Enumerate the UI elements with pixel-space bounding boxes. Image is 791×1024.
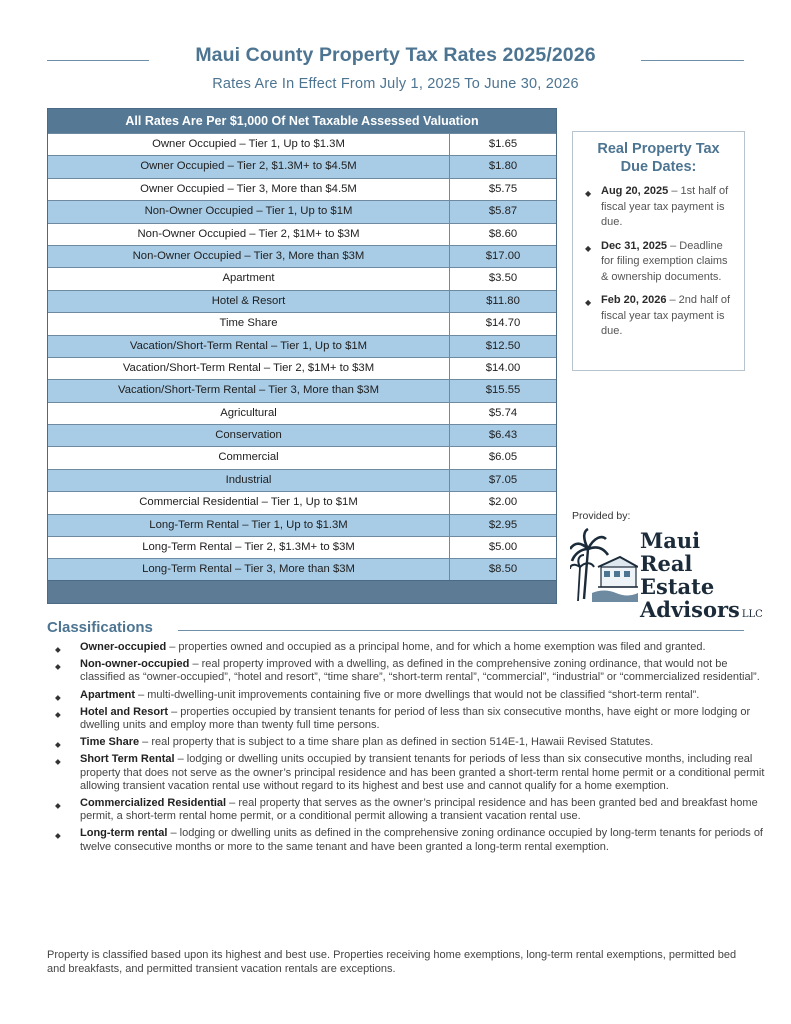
classification-text: – multi-dwelling-unit improvements containing five or more dwellings that would not be classified “short-term rental”. <box>135 688 700 701</box>
bullet-icon: ◆ <box>55 645 61 654</box>
due-date-item <box>583 293 734 340</box>
rate-value: $5.75 <box>488 182 518 195</box>
classification-term: Apartment <box>80 688 136 701</box>
classification-item <box>55 689 767 702</box>
rate-label: Owner Occupied – Tier 2, $1.3M+ to $4.5M <box>48 156 450 177</box>
classification-term: Short Term Rental <box>80 753 175 766</box>
footnote: Property is classified based upon its highest and best use. Properties receiving home exemptions, long-term rental exemptions, permitted bed and breakfasts, and permitted transient vacation rentals are exceptions. <box>47 949 737 975</box>
bullet-icon: ◆ <box>55 709 61 719</box>
rate-label: Long-Term Rental – Tier 2, $1.3M+ to $3M <box>48 537 450 558</box>
logo-line-3: Advisors <box>640 597 740 622</box>
classification-item <box>55 753 767 793</box>
page-subtitle: Rates Are In Effect From July 1, 2025 To June 30, 2026 <box>212 76 579 92</box>
classification-term: Time Share <box>80 736 140 749</box>
classification-term: Non-owner-occupied <box>80 658 190 671</box>
rate-label: Hotel & Resort <box>48 291 450 312</box>
rate-row <box>48 491 556 513</box>
due-date-text: – 2nd half of fiscal year tax payment is due. <box>601 294 731 337</box>
due-date-item <box>583 239 734 286</box>
rates-table <box>47 108 557 604</box>
bullet-icon: ◆ <box>55 801 61 811</box>
classification-term: Commercialized Residential <box>80 797 227 810</box>
rate-value: $5.87 <box>488 205 518 218</box>
rate-row <box>48 402 556 424</box>
rate-value: $2.00 <box>488 496 518 509</box>
logo-line-1: Maui <box>640 528 701 553</box>
rate-label: Commercial Residential – Tier 1, Up to $1M <box>48 492 450 513</box>
rate-label: Non-Owner Occupied – Tier 1, Up to $1M <box>48 201 450 222</box>
rate-label: Owner Occupied – Tier 3, More than $4.5M <box>48 179 450 200</box>
rate-row <box>48 245 556 267</box>
rate-value: $5.74 <box>488 406 518 419</box>
due-date-item <box>583 184 734 231</box>
company-logo <box>570 527 763 622</box>
classification-term: Hotel and Resort <box>80 705 169 718</box>
rate-label: Conservation <box>48 425 450 446</box>
classification-item <box>55 641 767 654</box>
rate-label: Industrial <box>48 470 450 491</box>
rate-row <box>48 290 556 312</box>
rate-label: Vacation/Short-Term Rental – Tier 3, More than $3M <box>48 380 450 401</box>
rates-table-header: All Rates Are Per $1,000 Of Net Taxable Assessed Valuation <box>48 109 556 133</box>
rate-value: $7.05 <box>488 473 518 486</box>
bullet-icon: ◆ <box>55 740 61 750</box>
rate-label: Commercial <box>48 447 450 468</box>
due-date: Dec 31, 2025 <box>601 239 668 252</box>
bullet-icon: ◆ <box>55 831 61 841</box>
rate-row <box>48 178 556 200</box>
bullet-icon: ◆ <box>585 243 592 253</box>
rate-label: Non-Owner Occupied – Tier 2, $1M+ to $3M <box>48 224 450 245</box>
page-title: Maui County Property Tax Rates 2025/2026 <box>195 44 596 66</box>
rate-label: Agricultural <box>48 403 450 424</box>
classification-text: – properties owned and occupied as a principal home, and for which a home exemption was filed and granted. <box>166 641 706 653</box>
rate-value: $11.80 <box>486 294 520 307</box>
due-date: Aug 20, 2025 <box>601 185 669 197</box>
rate-value: $6.43 <box>488 429 518 442</box>
classifications-list <box>55 641 767 858</box>
classification-text: – real property that is subject to a time share plan as defined in section 514E-1, Hawaii Revised Statutes. <box>139 736 654 749</box>
classification-text: – real property that serves as the owner’s principal residence and has been granted bed and breakfast home permit, a short-term rental home permit, or a conditional permit allowing a transient vacation rental use. <box>80 797 758 823</box>
title-rule-right <box>641 60 744 61</box>
due-dates-title: Real Property Tax Due Dates: <box>597 141 720 175</box>
classification-item <box>55 658 767 684</box>
rate-value: $3.50 <box>488 272 518 285</box>
due-date: Feb 20, 2026 <box>601 294 667 306</box>
bullet-icon: ◆ <box>55 692 61 702</box>
rate-row <box>48 200 556 222</box>
classification-text: – lodging or dwelling units occupied by transient tenants for periods of less than six consecutive months, including real property that does not serve as the owner’s principal residence and has been granted a short-term rental home permit or a conditional permit allowing transient vacation rental use without regard to its highest and best use and cannot qualify for a home exemption. <box>80 753 765 792</box>
provided-by-label: Provided by: <box>572 510 631 522</box>
rate-value: $6.05 <box>488 451 518 464</box>
rate-value: $12.50 <box>485 339 521 352</box>
classification-text: – properties occupied by transient tenants for period of less than six consecutive months, have eight or more lodging or dwelling units and employ more than twenty full time persons. <box>80 705 751 732</box>
classification-item <box>55 706 767 732</box>
rate-value: $14.70 <box>485 317 521 330</box>
rate-row <box>48 335 556 357</box>
classification-term: Long-term rental <box>80 827 168 840</box>
classification-term: Owner-occupied <box>80 641 167 653</box>
rate-row <box>48 312 556 334</box>
classifications-rule <box>178 630 744 631</box>
rate-value: $17.00 <box>485 249 521 262</box>
rate-value: $8.50 <box>488 563 518 576</box>
rate-row <box>48 514 556 536</box>
rate-row <box>48 558 556 580</box>
rate-label: Long-Term Rental – Tier 3, More than $3M <box>48 559 450 580</box>
rate-value: $1.65 <box>488 138 518 150</box>
rate-row <box>48 267 556 289</box>
due-date-text: – 1st half of fiscal year tax payment is due. <box>601 185 729 228</box>
rate-row <box>48 155 556 177</box>
classification-text: – lodging or dwelling units as defined in the comprehensive zoning ordinance occupied by long-term tenants for periods of twelve consecutive months or more to the same tenant and have been granted a long-term rental exemption. <box>80 827 763 853</box>
rate-row <box>48 446 556 468</box>
due-date-text: – Deadline for filing exemption claims & ownership documents. <box>601 239 728 283</box>
rate-value: $1.80 <box>488 160 518 173</box>
title-row <box>0 44 791 74</box>
logo-line-2: Real Estate <box>640 551 715 599</box>
bullet-icon: ◆ <box>585 189 592 198</box>
rate-value: $5.00 <box>488 541 518 554</box>
rate-value: $14.00 <box>485 361 521 374</box>
classification-item <box>55 797 767 823</box>
rate-label: Long-Term Rental – Tier 1, Up to $1.3M <box>48 515 450 536</box>
rate-value: $2.95 <box>488 518 518 531</box>
rate-value: $15.55 <box>485 384 521 397</box>
rates-table-body <box>48 133 556 581</box>
rate-label: Vacation/Short-Term Rental – Tier 2, $1M+ to $3M <box>48 358 450 379</box>
rate-row <box>48 536 556 558</box>
classification-item <box>55 736 767 749</box>
rate-row <box>48 424 556 446</box>
bullet-icon: ◆ <box>55 757 61 767</box>
bullet-icon: ◆ <box>585 298 592 307</box>
due-dates-box <box>572 131 745 371</box>
rate-label: Vacation/Short-Term Rental – Tier 1, Up to $1M <box>48 336 450 357</box>
bullet-icon: ◆ <box>55 662 61 672</box>
rate-label: Apartment <box>48 268 450 289</box>
rate-row <box>48 357 556 379</box>
classifications-heading: Classifications <box>47 619 153 636</box>
rates-table-footer <box>48 580 556 603</box>
rate-row <box>48 133 556 155</box>
logo-wordmark <box>640 529 763 626</box>
rate-label: Owner Occupied – Tier 1, Up to $1.3M <box>48 134 450 155</box>
rate-value: $8.60 <box>488 227 518 240</box>
logo-suffix: LLC <box>741 609 763 620</box>
rate-row <box>48 379 556 401</box>
classification-text: – real property improved with a dwelling, as defined in the comprehensive zoning ordinance, that would not be classified as “owner-occupied”, “hotel and resort”, “time share”, “short-term rental”, “commercial”, “industrial” or “commercialized residential”. <box>80 658 760 684</box>
rate-label: Time Share <box>48 313 450 334</box>
rate-label: Non-Owner Occupied – Tier 3, More than $3M <box>48 246 450 267</box>
palm-house-logo-icon <box>570 527 638 602</box>
rate-row <box>48 223 556 245</box>
rate-row <box>48 469 556 491</box>
classification-item <box>55 827 767 853</box>
due-dates-list <box>583 184 734 340</box>
